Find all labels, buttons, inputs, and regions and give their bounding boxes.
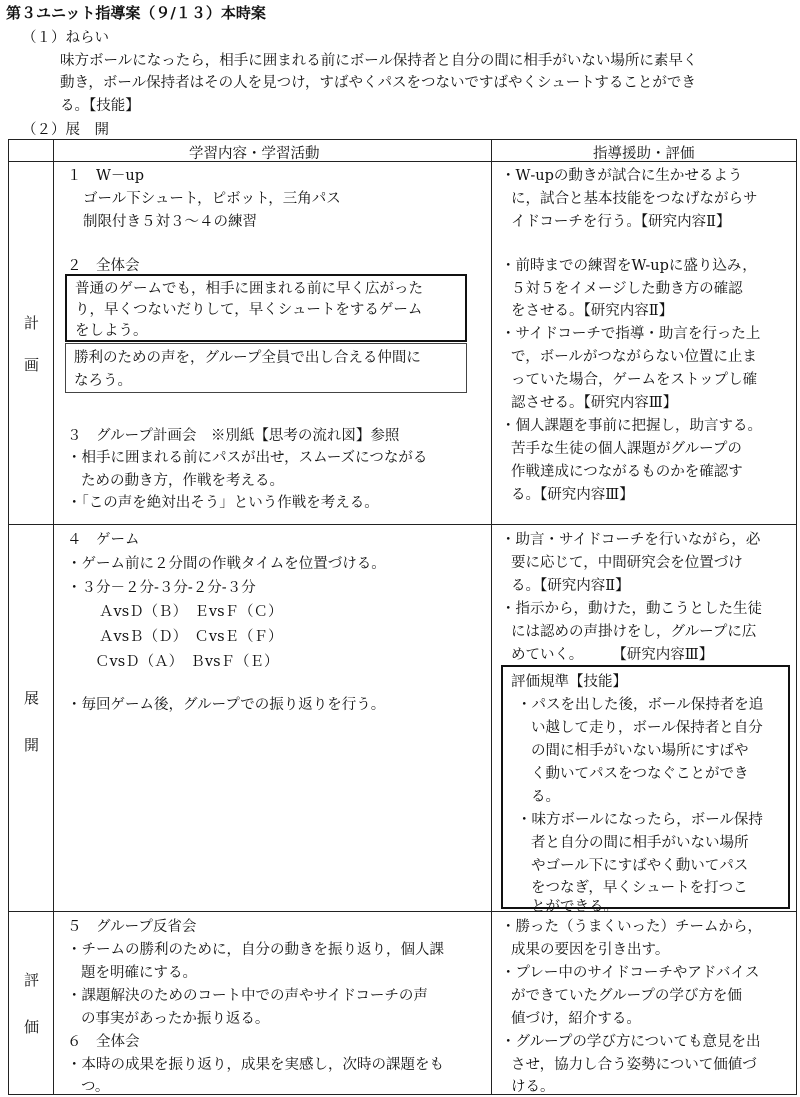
row-divider bbox=[9, 911, 796, 912]
match-schedule-line: ＡvsＤ（Ｂ） ＥvsＦ（Ｃ） bbox=[99, 604, 283, 620]
support-line: ・個人課題を事前に把握し，助言する。 bbox=[501, 418, 762, 434]
lesson-plan-table bbox=[8, 139, 797, 1095]
criteria-line: く動いてパスをつなぐことができ bbox=[531, 766, 749, 782]
criteria-line: やゴール下にすばやく動いてパス bbox=[531, 858, 749, 874]
support-line: ・W‐upの動きが試合に生かせるよう bbox=[501, 168, 743, 184]
activity-line: ６ 全体会 bbox=[67, 1034, 140, 1050]
aim-line: 動き，ボール保持者はその人を見つけ，すばやくパスをつないですばやくシュートすることができ bbox=[60, 75, 696, 91]
support-line: ５対５をイメージした動き方の確認 bbox=[511, 281, 743, 297]
activity-line: ・３分－２分-３分-２分-３分 bbox=[67, 580, 256, 596]
match-schedule-line: ＡvsＢ（Ｄ） ＣvsＥ（Ｆ） bbox=[99, 629, 283, 645]
support-line: させ，協力し合う姿勢について価値づ bbox=[511, 1057, 757, 1073]
activity-line: ４ ゲーム bbox=[67, 532, 140, 548]
goal-line: 普通のゲームでも，相手に囲まれる前に早く広がった bbox=[75, 281, 423, 297]
activity-line: ・本時の成果を振り返り，成果を実感し，次時の課題をも bbox=[67, 1057, 444, 1073]
support-line: っていた場合，ゲームをストップし確 bbox=[511, 372, 758, 388]
support-line: で，ボールがつながらない位置に止ま bbox=[511, 349, 757, 365]
stage-label-expand: 開 bbox=[24, 736, 40, 754]
document-title: 第３ユニット指導案（９/１３）本時案 bbox=[6, 4, 266, 22]
support-line: 値づけ，紹介する。 bbox=[511, 1011, 641, 1027]
support-line: ・前時までの練習をW-upに盛り込み， bbox=[501, 258, 757, 274]
aim-line: 味方ボールになったら，相手に囲まれる前にボール保持者と自分の間に相手がいない場所に素早く bbox=[60, 53, 698, 69]
criteria-line: ・パスを出した後，ボール保持者を追 bbox=[517, 697, 764, 713]
support-line: ・助言・サイドコーチを行いながら，必 bbox=[501, 532, 761, 548]
goal-line: をしよう。 bbox=[75, 323, 148, 339]
activity-line: ゴール下シュート，ピボット，三角パス bbox=[83, 191, 341, 207]
activity-line: １ W－up bbox=[67, 168, 145, 184]
voice-goal-line: 勝利のための声を，グループ全員で出し合える仲間に bbox=[74, 350, 421, 366]
voice-goal-line: なろう。 bbox=[74, 373, 132, 389]
activity-line: ５ グループ反省会 bbox=[67, 919, 197, 935]
stage-label-evaluate: 評 bbox=[24, 971, 40, 989]
activity-line: の事実があったか振り返る。 bbox=[81, 1011, 270, 1027]
match-schedule-line: ＣvsＤ（Ａ） ＢvsＦ（Ｅ） bbox=[95, 654, 279, 670]
support-line: イドコーチを行う。【研究内容Ⅱ】 bbox=[511, 214, 731, 230]
stage-label-evaluate: 価 bbox=[24, 1018, 40, 1036]
activity-line: つ。 bbox=[81, 1079, 110, 1095]
support-line: ・プレー中のサイドコーチやアドバイス bbox=[501, 965, 760, 981]
criteria-line: ・味方ボールになったら，ボール保持 bbox=[517, 812, 763, 828]
support-line: 成果の要因を引き出す。 bbox=[511, 942, 670, 958]
criteria-line: 者と自分の間に相手がいない場所 bbox=[531, 835, 749, 851]
support-line: ・勝った（うまくいった）チームから， bbox=[501, 919, 762, 935]
activity-line: 制限付き５対３～４の練習 bbox=[83, 214, 257, 230]
support-line: ける。 bbox=[511, 1079, 555, 1095]
stage-label-plan: 計 bbox=[24, 314, 40, 332]
goal-box bbox=[65, 274, 467, 342]
activity-line: 題を明確にする。 bbox=[81, 965, 197, 981]
goal-line: り，早くつないだりして，早くシュートをするゲーム bbox=[75, 302, 423, 318]
support-line: めていく。 【研究内容Ⅲ】 bbox=[511, 647, 714, 663]
activity-line: ・相手に囲まれる前にパスが出せ，スムーズにつながる bbox=[67, 450, 428, 466]
activity-line: ・課題解決のためのコート中での声やサイドコーチの声 bbox=[67, 988, 428, 1004]
criteria-line: とができる。 bbox=[531, 899, 618, 915]
criteria-line: い越して走り，ボール保持者と自分 bbox=[531, 720, 763, 736]
support-line: には認めの声掛けをし，グループに広 bbox=[511, 624, 757, 640]
support-line: る。【研究内容Ⅲ】 bbox=[511, 487, 634, 503]
activity-line: ための動き方，作戦を考える。 bbox=[81, 473, 284, 489]
row-divider bbox=[9, 524, 796, 525]
activity-line: ・チームの勝利のために，自分の動きを振り返り，個人課 bbox=[67, 942, 444, 958]
support-line: 作戦達成につながるものかを確認す bbox=[511, 464, 743, 480]
activity-line: ・毎回ゲーム後，グループでの振り返りを行う。 bbox=[67, 697, 386, 713]
support-line: る。【研究内容Ⅱ】 bbox=[511, 578, 630, 594]
criteria-heading: 評価規準【技能】 bbox=[511, 674, 627, 690]
aim-line: る。【技能】 bbox=[60, 98, 140, 114]
stage-label-plan: 画 bbox=[24, 356, 40, 374]
support-line: 認させる。【研究内容Ⅲ】 bbox=[511, 395, 678, 411]
support-line: ・サイドコーチで指導・助言を行った上 bbox=[501, 326, 761, 342]
criteria-line: の間に相手がいない場所にすばや bbox=[531, 743, 749, 759]
column-divider bbox=[491, 140, 492, 1094]
criteria-line: る。 bbox=[531, 789, 560, 805]
criteria-box bbox=[501, 665, 790, 915]
support-line: 苦手な生徒の個人課題がグループの bbox=[511, 441, 742, 457]
activity-line: ３ グループ計画会 ※別紙【思考の流れ図】参照 bbox=[67, 428, 400, 444]
activity-line: ・ゲーム前に２分間の作戦タイムを位置づける。 bbox=[67, 556, 386, 572]
development-heading: （２）展 開 bbox=[22, 122, 109, 138]
header-support: 指導援助・評価 bbox=[593, 146, 695, 162]
activity-line: ・「この声を絶対出そう」という作戦を考える。 bbox=[67, 495, 379, 511]
column-divider bbox=[53, 140, 54, 1094]
support-line: に，試合と基本技能をつなげながらサ bbox=[511, 191, 758, 207]
criteria-line: をつなぎ，早くシュートを打つこ bbox=[531, 880, 748, 896]
support-line: ができていたグループの学び方を価 bbox=[511, 988, 742, 1004]
aim-heading: （１）ねらい bbox=[22, 30, 109, 46]
support-line: ・グループの学び方についても意見を出 bbox=[501, 1034, 761, 1050]
stage-label-expand: 展 bbox=[24, 689, 40, 707]
header-activities: 学習内容・学習活動 bbox=[189, 146, 320, 162]
support-line: 要に応じて，中間研究会を位置づけ bbox=[511, 555, 743, 571]
support-line: をさせる。【研究内容Ⅱ】 bbox=[511, 303, 674, 319]
voice-goal-box bbox=[65, 343, 467, 393]
activity-line: ２ 全体会 bbox=[67, 258, 140, 274]
support-line: ・指示から，動けた，動こうとした生徒 bbox=[501, 601, 762, 617]
